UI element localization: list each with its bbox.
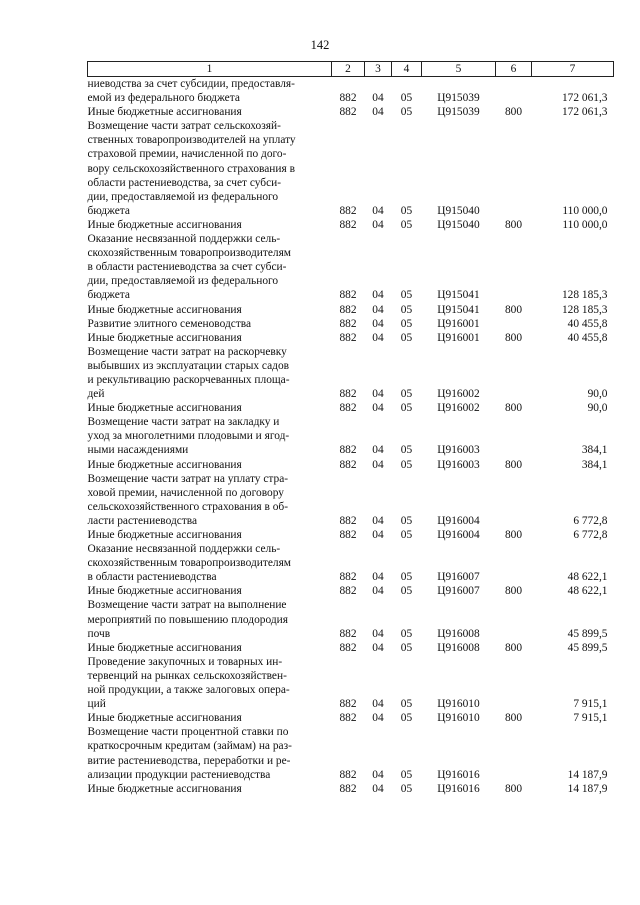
cell-amount: 90,0 <box>587 402 608 415</box>
cell-target-article: Ц916001 <box>437 331 480 344</box>
cell-target-article: Ц916007 <box>437 571 480 584</box>
description-line: Иные бюджетные ассигнования <box>87 712 242 725</box>
description-line: краткосрочным кредитам (займам) на раз- <box>87 740 292 753</box>
cell-expense-type: 800 <box>504 303 523 316</box>
description-line: в области растениеводства <box>87 571 217 584</box>
cell-admin-code: 882 <box>339 402 357 415</box>
row-description <box>88 472 332 528</box>
cell-admin-code: 882 <box>339 641 357 654</box>
description-line: Возмещение части затрат на закладку и <box>87 416 280 429</box>
description-line: Иные бюджетные ассигнования <box>87 218 242 231</box>
cell-section: 04 <box>372 92 384 105</box>
table-header <box>88 62 614 77</box>
row-description <box>88 345 332 401</box>
table-row <box>88 641 614 655</box>
cell-target-article: Ц916007 <box>437 585 480 598</box>
description-line: Иные бюджетные ассигнования <box>87 529 242 541</box>
cell-target-article: Ц916016 <box>437 782 480 795</box>
row-description <box>88 458 332 472</box>
table-row <box>88 584 614 598</box>
row-description <box>88 598 332 640</box>
cell-amount: 48 622,1 <box>567 571 608 584</box>
description-line: тервенций на рынках сельскохозяйствен- <box>87 669 287 682</box>
description-line: бюджета <box>87 204 130 217</box>
cell-admin-code: 882 <box>339 331 357 344</box>
row-description <box>88 317 332 331</box>
cell-amount: 14 187,9 <box>567 768 608 781</box>
description-line: Возмещение части процентной ставки по <box>87 726 289 739</box>
description-line: ственных товаропроизводителей на уплату <box>87 134 296 147</box>
cell-expense-type <box>496 655 532 711</box>
table-row <box>88 303 614 317</box>
cell-amount: 6 772,8 <box>573 529 608 541</box>
cell-admin-code: 882 <box>339 514 357 527</box>
description-line: Оказание несвязанной поддержки сель- <box>87 543 281 556</box>
cell-target-article: Ц916016 <box>437 768 480 781</box>
cell-expense-type: 800 <box>504 402 523 415</box>
description-line: дии, предоставляемой из федерального <box>87 190 279 203</box>
cell-section: 04 <box>372 289 384 302</box>
cell-target-article: Ц916010 <box>437 698 480 711</box>
description-line: вору сельскохозяйственного страхования в <box>87 162 295 175</box>
cell-target-article: Ц916003 <box>437 444 480 457</box>
description-line: Иные бюджетные ассигнования <box>87 106 242 119</box>
cell-subsection: 05 <box>400 529 413 541</box>
row-description <box>88 584 332 598</box>
table-row <box>88 77 614 106</box>
cell-subsection: 05 <box>400 585 413 598</box>
header-col-4: 4 <box>392 62 422 77</box>
cell-section: 04 <box>372 768 384 781</box>
cell-admin-code: 882 <box>339 571 357 584</box>
description-line: скохозяйственным товаропроизводителям <box>87 247 292 260</box>
description-line: Иные бюджетные ассигнования <box>87 782 242 795</box>
description-line: выбывших из эксплуатации старых садов <box>87 359 290 372</box>
cell-subsection: 05 <box>400 627 413 640</box>
cell-target-article: Ц916010 <box>437 712 480 725</box>
cell-admin-code: 882 <box>339 627 357 640</box>
header-col-1: 1 <box>88 62 332 77</box>
cell-amount: 128 185,3 <box>561 289 608 302</box>
row-description <box>88 303 332 317</box>
description-line: ций <box>87 698 106 711</box>
cell-section: 04 <box>372 218 384 231</box>
cell-section: 04 <box>372 571 384 584</box>
table-row <box>88 711 614 725</box>
description-line: ховой премии, начисленной по договору <box>87 486 284 499</box>
row-description <box>88 232 332 302</box>
row-description <box>88 105 332 119</box>
description-line: ными насаждениями <box>87 444 189 457</box>
description-line: витие растениеводства, переработки и ре- <box>87 754 291 767</box>
table-row <box>88 415 614 457</box>
cell-admin-code: 882 <box>339 529 357 541</box>
cell-amount: 45 899,5 <box>567 641 608 654</box>
cell-admin-code: 882 <box>339 317 357 330</box>
cell-subsection: 05 <box>400 782 413 795</box>
cell-admin-code: 882 <box>339 218 357 231</box>
cell-target-article: Ц915041 <box>437 289 480 302</box>
cell-amount: 7 915,1 <box>573 712 608 725</box>
cell-admin-code: 882 <box>339 444 357 457</box>
description-line: Возмещение части затрат сельскохозяй- <box>87 120 281 133</box>
cell-target-article: Ц916008 <box>437 627 480 640</box>
cell-subsection: 05 <box>400 571 413 584</box>
cell-target-article: Ц915039 <box>437 106 480 119</box>
description-line: Иные бюджетные ассигнования <box>87 331 242 344</box>
table-row <box>88 598 614 640</box>
cell-target-article: Ц916002 <box>437 388 480 401</box>
cell-subsection: 05 <box>400 514 413 527</box>
table-row <box>88 232 614 302</box>
table-row <box>88 725 614 781</box>
cell-admin-code: 882 <box>339 388 357 401</box>
cell-subsection: 05 <box>400 388 413 401</box>
description-line: Возмещение части затрат на выполнение <box>87 599 287 612</box>
cell-admin-code: 882 <box>339 585 357 598</box>
cell-section: 04 <box>372 402 384 415</box>
row-description <box>88 528 332 542</box>
cell-subsection: 05 <box>400 303 413 316</box>
description-line: уход за многолетними плодовыми и ягод- <box>87 430 290 443</box>
row-description <box>88 331 332 345</box>
cell-section: 04 <box>372 782 384 795</box>
cell-section: 04 <box>372 106 384 119</box>
cell-expense-type: 800 <box>504 641 523 654</box>
cell-admin-code: 882 <box>339 106 357 119</box>
cell-amount: 128 185,3 <box>561 303 608 316</box>
cell-section: 04 <box>372 331 384 344</box>
cell-subsection: 05 <box>400 698 413 711</box>
cell-amount: 14 187,9 <box>567 782 608 795</box>
description-line: Иные бюджетные ассигнования <box>87 402 242 415</box>
cell-section: 04 <box>372 388 384 401</box>
description-line: области растениеводства, за счет субси- <box>87 176 282 189</box>
row-description <box>88 218 332 232</box>
cell-admin-code: 882 <box>339 782 357 795</box>
cell-subsection: 05 <box>400 218 413 231</box>
table-row <box>88 542 614 584</box>
cell-amount: 172 061,3 <box>561 106 608 119</box>
table-row <box>88 345 614 401</box>
row-description <box>88 401 332 415</box>
cell-subsection: 05 <box>400 641 413 654</box>
row-description <box>88 415 332 457</box>
description-line: ной продукции, а также залоговых опера- <box>87 684 290 697</box>
cell-expense-type <box>496 542 532 584</box>
header-col-3: 3 <box>365 62 392 77</box>
table-row <box>88 655 614 711</box>
header-col-6: 6 <box>496 62 532 77</box>
row-description <box>88 782 332 796</box>
cell-admin-code: 882 <box>339 458 357 471</box>
cell-expense-type: 800 <box>504 458 523 471</box>
cell-target-article: Ц916008 <box>437 641 480 654</box>
cell-expense-type <box>496 725 532 781</box>
row-description <box>88 725 332 781</box>
cell-subsection: 05 <box>400 402 413 415</box>
cell-section: 04 <box>372 303 384 316</box>
cell-expense-type <box>496 345 532 401</box>
cell-expense-type <box>496 472 532 528</box>
cell-expense-type <box>496 232 532 302</box>
description-line: Иные бюджетные ассигнования <box>87 641 242 654</box>
cell-expense-type: 800 <box>504 331 523 344</box>
description-line: почв <box>87 627 111 640</box>
cell-expense-type: 800 <box>504 529 523 541</box>
cell-expense-type <box>496 317 532 331</box>
cell-section: 04 <box>372 317 384 330</box>
row-description <box>88 77 332 106</box>
cell-amount: 7 915,1 <box>573 698 608 711</box>
cell-admin-code: 882 <box>339 712 357 725</box>
description-line: сельскохозяйственного страхования в об- <box>87 500 289 513</box>
description-line: ализации продукции растениеводства <box>87 768 271 781</box>
table-body <box>88 77 614 796</box>
cell-expense-type <box>496 119 532 218</box>
table-row <box>88 218 614 232</box>
description-line: Оказание несвязанной поддержки сель- <box>87 233 281 246</box>
cell-target-article: Ц915040 <box>437 218 480 231</box>
table-row <box>88 472 614 528</box>
cell-amount: 40 455,8 <box>567 317 608 330</box>
description-line: и рекультивацию раскорчеванных площа- <box>87 373 290 386</box>
table-row <box>88 119 614 218</box>
cell-admin-code: 882 <box>339 92 357 105</box>
cell-subsection: 05 <box>400 92 413 105</box>
description-line: емой из федерального бюджета <box>87 92 240 105</box>
cell-expense-type <box>496 415 532 457</box>
cell-admin-code: 882 <box>339 289 357 302</box>
cell-admin-code: 882 <box>339 303 357 316</box>
cell-expense-type: 800 <box>504 106 523 119</box>
table-row <box>88 528 614 542</box>
budget-table <box>87 61 614 796</box>
cell-amount: 45 899,5 <box>567 627 608 640</box>
cell-subsection: 05 <box>400 712 413 725</box>
cell-amount: 6 772,8 <box>573 514 608 527</box>
cell-target-article: Ц916004 <box>437 514 480 527</box>
cell-expense-type <box>496 598 532 640</box>
row-description <box>88 641 332 655</box>
cell-section: 04 <box>372 698 384 711</box>
cell-subsection: 05 <box>400 768 413 781</box>
cell-amount: 110 000,0 <box>562 204 608 217</box>
cell-amount: 110 000,0 <box>562 218 608 231</box>
description-line: Проведение закупочных и товарных ин- <box>87 655 283 668</box>
cell-section: 04 <box>372 627 384 640</box>
description-line: Иные бюджетные ассигнования <box>87 303 242 316</box>
cell-section: 04 <box>372 444 384 457</box>
table-row <box>88 317 614 331</box>
cell-section: 04 <box>372 529 384 541</box>
description-line: дей <box>87 388 105 401</box>
description-line: мероприятий по повышению плодородия <box>87 613 288 626</box>
description-line: дии, предоставляемой из федерального <box>87 275 279 288</box>
page-number: 142 <box>310 38 330 52</box>
cell-subsection: 05 <box>400 106 413 119</box>
description-line: Возмещение части затрат на раскорчевку <box>87 345 287 358</box>
description-line: скохозяйственным товаропроизводителям <box>87 557 292 570</box>
cell-target-article: Ц916003 <box>437 458 480 471</box>
cell-admin-code: 882 <box>339 204 357 217</box>
cell-admin-code: 882 <box>339 768 357 781</box>
description-line: Иные бюджетные ассигнования <box>87 585 242 598</box>
cell-expense-type: 800 <box>504 218 523 231</box>
header-col-2: 2 <box>332 62 365 77</box>
header-col-5: 5 <box>422 62 496 77</box>
description-line: ласти растениеводства <box>87 514 198 527</box>
cell-subsection: 05 <box>400 289 413 302</box>
cell-expense-type: 800 <box>504 585 523 598</box>
cell-section: 04 <box>372 204 384 217</box>
table-row <box>88 401 614 415</box>
row-description <box>88 711 332 725</box>
cell-expense-type <box>496 77 532 106</box>
description-line: Возмещение части затрат на уплату стра- <box>87 472 289 485</box>
cell-target-article: Ц916004 <box>437 529 480 541</box>
cell-subsection: 05 <box>400 444 413 457</box>
description-line: в области растениеводства за счет субси- <box>87 261 287 274</box>
cell-target-article: Ц916002 <box>437 402 480 415</box>
description-line: бюджета <box>87 289 130 302</box>
cell-amount: 48 622,1 <box>567 585 608 598</box>
cell-amount: 40 455,8 <box>567 331 608 344</box>
description-line: страховой премии, начисленной по дого- <box>87 148 287 161</box>
cell-section: 04 <box>372 641 384 654</box>
cell-target-article: Ц915041 <box>437 303 480 316</box>
row-description <box>88 542 332 584</box>
cell-subsection: 05 <box>400 317 413 330</box>
description-line: Иные бюджетные ассигнования <box>87 458 242 471</box>
row-description <box>88 119 332 218</box>
cell-admin-code: 882 <box>339 698 357 711</box>
cell-amount: 172 061,3 <box>561 92 608 105</box>
header-col-7: 7 <box>532 62 614 77</box>
cell-expense-type: 800 <box>504 782 523 795</box>
row-description <box>88 655 332 711</box>
table-row <box>88 782 614 796</box>
table-row <box>88 105 614 119</box>
cell-section: 04 <box>372 585 384 598</box>
description-line: Развитие элитного семеноводства <box>87 317 252 330</box>
header-row <box>88 62 614 77</box>
table-row <box>88 331 614 345</box>
cell-section: 04 <box>372 458 384 471</box>
cell-subsection: 05 <box>400 458 413 471</box>
table-row <box>88 458 614 472</box>
cell-subsection: 05 <box>400 331 413 344</box>
cell-amount: 384,1 <box>581 458 608 471</box>
cell-section: 04 <box>372 514 384 527</box>
cell-expense-type: 800 <box>504 712 523 725</box>
cell-amount: 384,1 <box>581 444 608 457</box>
description-line: ниеводства за счет субсидии, предоставля- <box>87 78 295 90</box>
cell-target-article: Ц915040 <box>437 204 480 217</box>
cell-section: 04 <box>372 712 384 725</box>
cell-subsection: 05 <box>400 204 413 217</box>
cell-target-article: Ц916001 <box>437 317 480 330</box>
cell-target-article: Ц915039 <box>437 92 480 105</box>
cell-amount: 90,0 <box>587 388 608 401</box>
